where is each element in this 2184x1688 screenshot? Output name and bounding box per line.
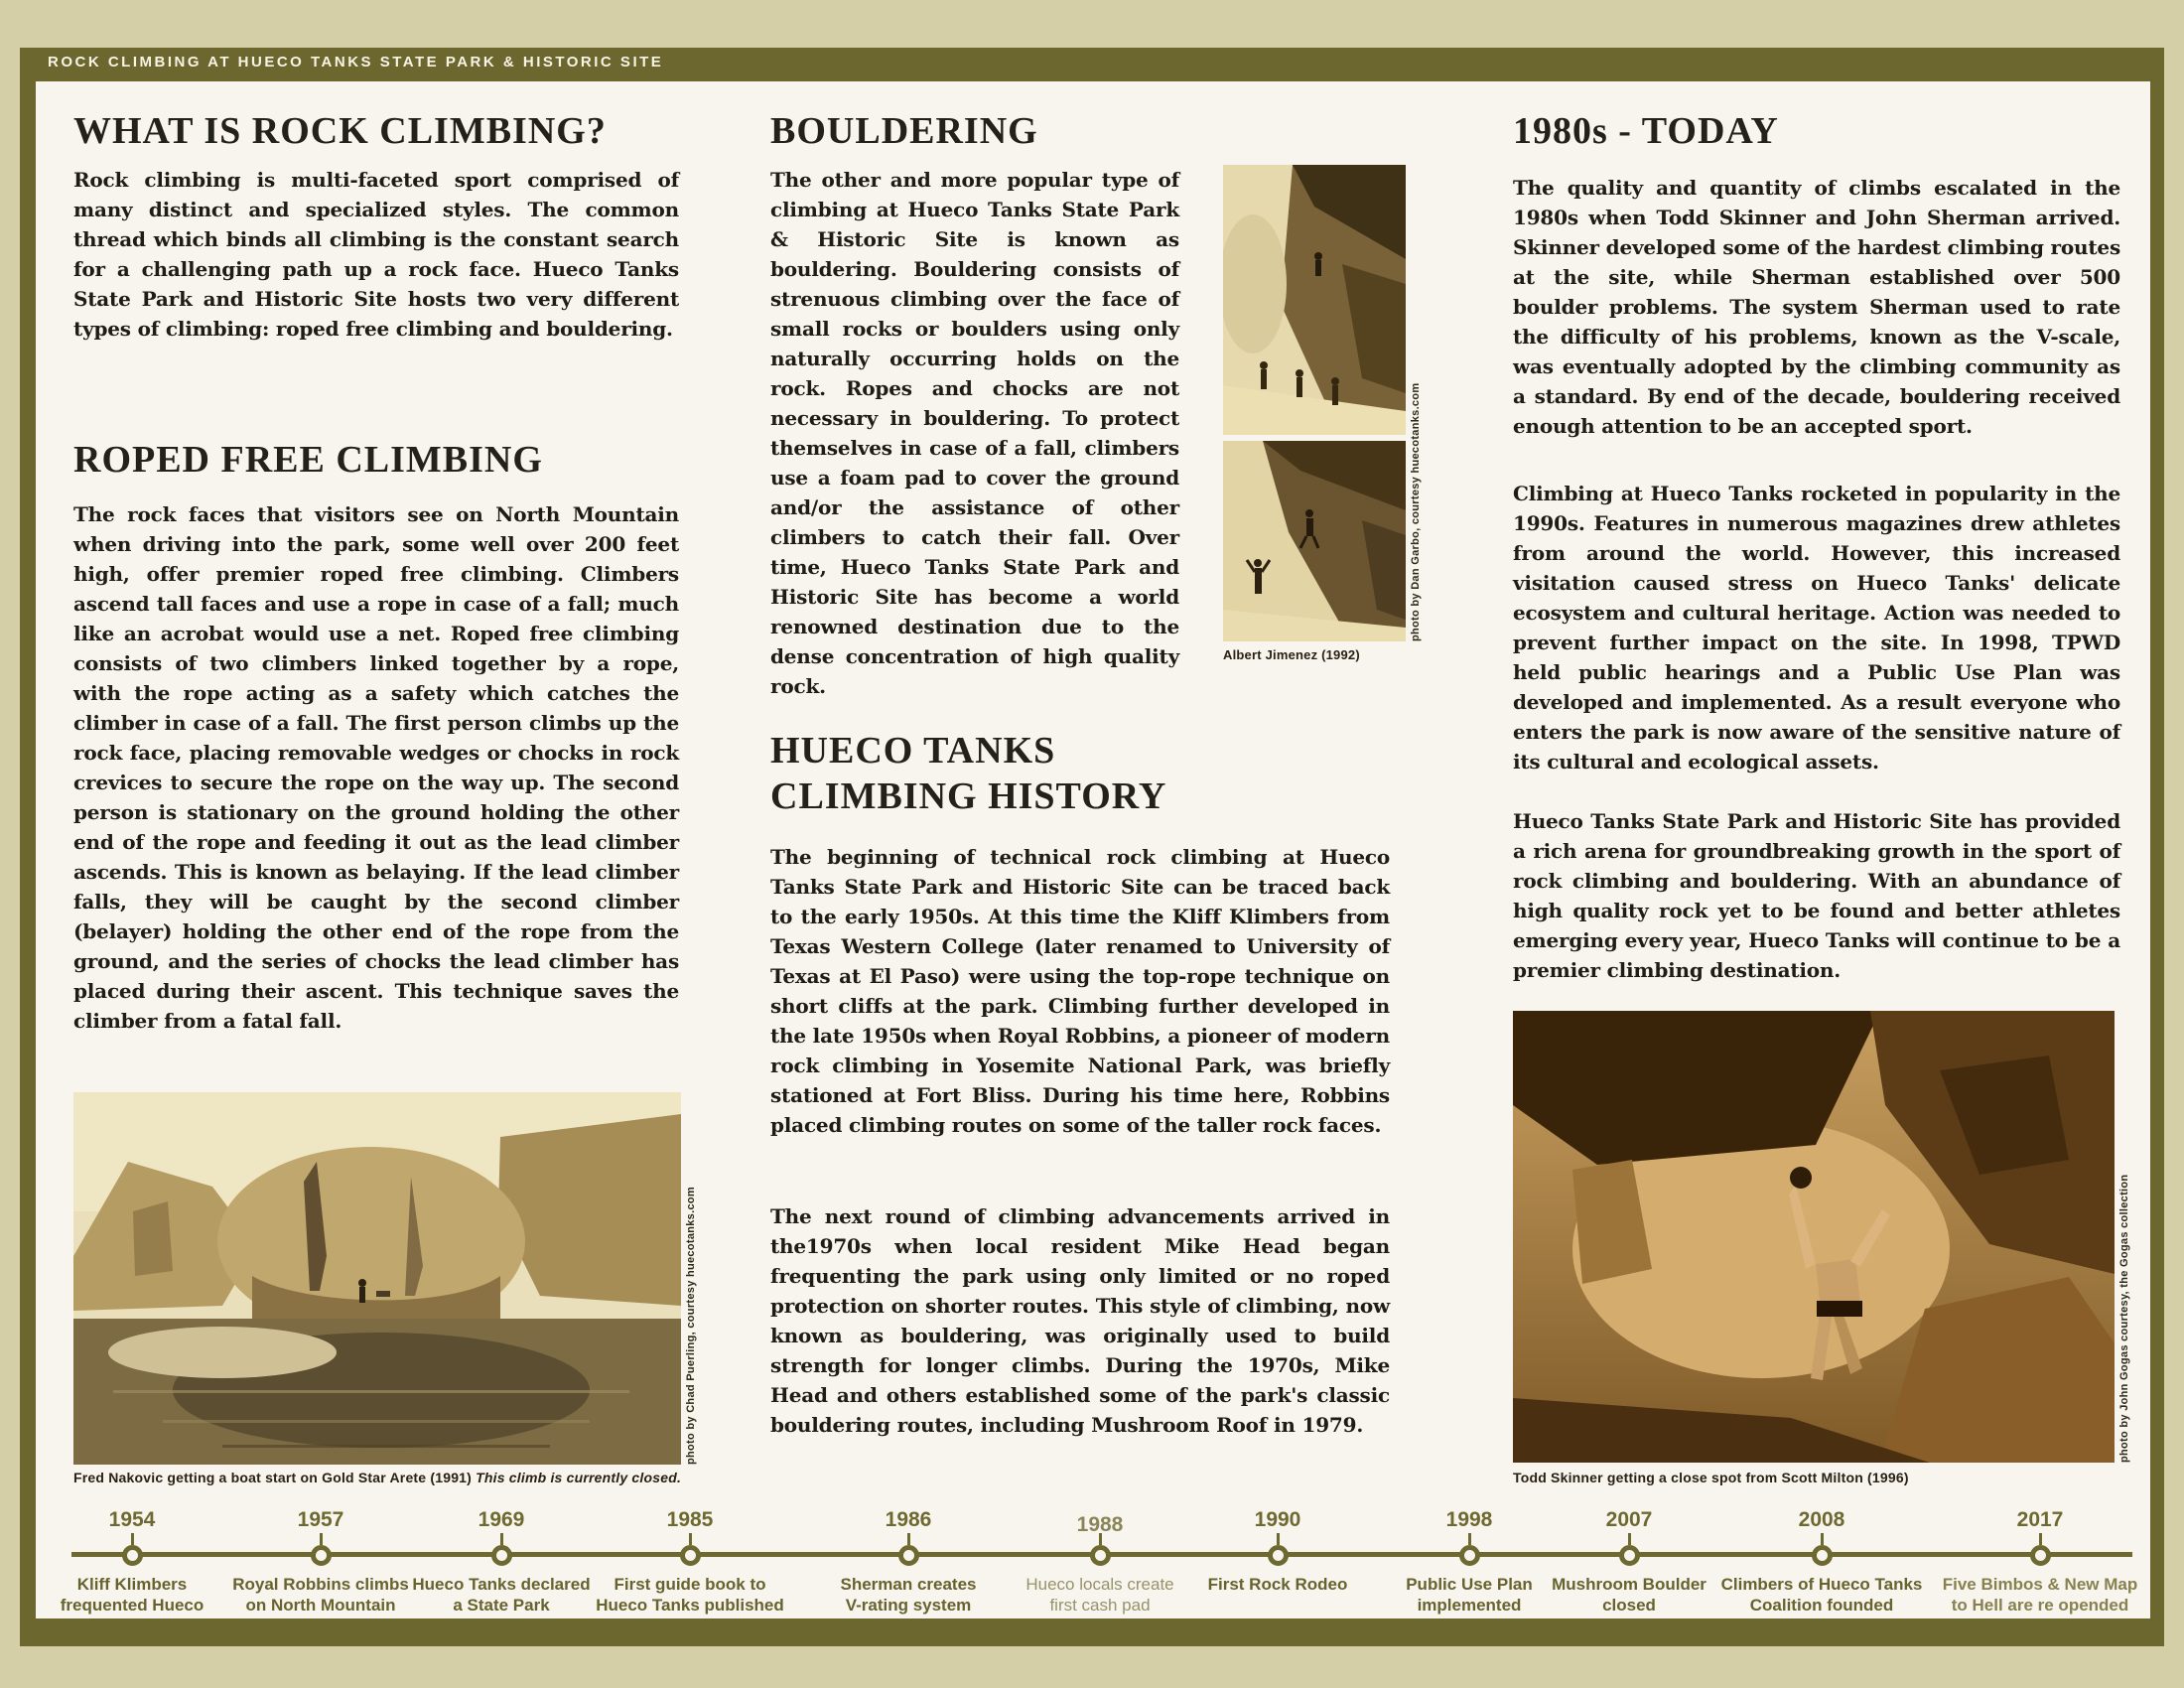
paragraph-bouldering: The other and more popular type of climbing at Hueco Tanks State Park & Historic Site is known as bouldering. Bouldering consists of strenuous climbing over the face of small rocks or boulders using only naturally occurring holds on the rock. Ropes and chocks are not necessary in bouldering. To protect themselves in case of a fall, climbers use a foam pad to cover the ground and/or the assistance of other climbers to catch their fall. Over time, Hueco Tanks State Park and Historic Site has become a world renowned destination due to the dense concentration of high quality rock. — [770, 168, 1179, 698]
timeline-stem — [1628, 1533, 1631, 1545]
paragraph-what-is-rock-climbing: Rock climbing is multi-faceted sport comprised of many distinct and specialized styles. The common thread which binds all climbing is the constant search for a challenging path up a rock face. Hueco Tanks State Park and Historic Site hosts two very different types of climbing: roped free climbing and bouldering. — [73, 168, 679, 341]
photo-cliff-climbers-2 — [1223, 441, 1406, 641]
timeline-label: Sherman creates V-rating system — [840, 1575, 977, 1615]
paragraph-1980s: The quality and quantity of climbs escalated in the 1980s when Todd Skinner and John Sherman arrived. Skinner developed some of the hardest climbing routes at the site, while Sherman established over 500 boulder problems. The system Sherman used to rate the difficulty of his problems, known as the V-scale, was eventually adopted by the climbing community as a standard. By end of the decade, bouldering received enough attention to be an accepted sport. — [1513, 176, 2120, 438]
photo-credit-col2: photo by Dan Garbo, courtesy huecotanks.com — [1410, 382, 1422, 641]
heading-hueco-tanks: HUECO TANKS — [770, 730, 1056, 772]
banner-title: ROCK CLIMBING AT HUECO TANKS STATE PARK & HISTORIC SITE — [48, 54, 664, 70]
heading-roped-free-climbing: ROPED FREE CLIMBING — [73, 439, 543, 481]
timeline-stem — [500, 1533, 503, 1545]
timeline-year: 1957 — [297, 1508, 344, 1531]
caption-main: Fred Nakovic getting a boat start on Gold Star Arete (1991) — [73, 1470, 477, 1485]
timeline-stem — [907, 1533, 910, 1545]
timeline-node-icon — [1619, 1545, 1640, 1566]
timeline-stem — [1821, 1533, 1824, 1545]
timeline-year: 1988 — [1076, 1513, 1124, 1536]
timeline-event-2008 — [1703, 1509, 1941, 1616]
caption-albert-jimenez: Albert Jimenez (1992) — [1223, 647, 1360, 662]
timeline-stem — [131, 1533, 134, 1545]
timeline-year: 1986 — [885, 1508, 932, 1531]
heading-climbing-history: CLIMBING HISTORY — [770, 775, 1167, 817]
caption-gold-star-arete — [73, 1470, 709, 1485]
photo-cliff-climbers-1 — [1223, 165, 1406, 435]
timeline-year: 1998 — [1445, 1508, 1493, 1531]
timeline-node-icon — [1812, 1545, 1833, 1566]
cave-boulderer-illustration — [1513, 1011, 2115, 1463]
caption-todd-skinner: Todd Skinner getting a close spot from Scott Milton (1996) — [1513, 1470, 1909, 1485]
timeline-node-icon — [122, 1545, 143, 1566]
timeline-node-icon — [2030, 1545, 2051, 1566]
timeline-stem — [1277, 1533, 1280, 1545]
timeline-year: 1985 — [666, 1508, 714, 1531]
timeline-stem — [1468, 1533, 1471, 1545]
timeline-label: Public Use Plan implemented — [1406, 1575, 1533, 1615]
timeline-node-icon — [1268, 1545, 1289, 1566]
timeline-label: First Rock Rodeo — [1207, 1575, 1348, 1594]
paragraph-history-1970s: The next round of climbing advancements arrived in the1970s when local resident Mike Head began frequenting the park using only limited or no roped protection on shorter routes. This style of climbing, now known as bouldering, was originally used to build strength for longer climbs. During the 1970s, Mike Head and others established some of the park's classic bouldering routes, including Mushroom Roof in 1979. — [770, 1204, 1390, 1437]
timeline-label: Hueco locals create first cash pad — [1025, 1575, 1174, 1615]
heading-1980s-today: 1980s - TODAY — [1513, 110, 1779, 152]
timeline-label: Mushroom Boulder closed — [1552, 1575, 1706, 1615]
timeline-year: 1969 — [478, 1508, 525, 1531]
caption-closed-note: This climb is currently closed. — [476, 1470, 682, 1485]
timeline-stem — [689, 1533, 692, 1545]
timeline-event-1985 — [571, 1509, 809, 1616]
cliff-illustration-2 — [1223, 441, 1406, 641]
timeline-node-icon — [491, 1545, 512, 1566]
photo-todd-skinner — [1513, 1011, 2115, 1463]
timeline-year: 1990 — [1254, 1508, 1301, 1531]
heading-bouldering: BOULDERING — [770, 110, 1038, 152]
timeline-stem — [2039, 1533, 2042, 1545]
timeline-node-icon — [898, 1545, 919, 1566]
timeline-event-2017 — [1921, 1509, 2159, 1616]
pond-boulders-illustration — [73, 1092, 681, 1465]
timeline-stem — [320, 1533, 323, 1545]
paragraph-roped-free-climbing: The rock faces that visitors see on North Mountain when driving into the park, some well over 200 feet high, offer premier roped free climbing. Climbers ascend tall faces and use a rope in case of a fall; much like an acrobat would use a net. Roped free climbing consists of two climbers linked together by a rope, with the rope acting as a safety which catches the climber in case of a fall. The first person climbs up the rock face, placing removable wedges or chocks in rock crevices to secure the rope on the way up. The second person is stationary on the ground holding the other end of the rope and feeding it out as the lead climber ascends. This is known as belaying. If the lead climber falls, they will be caught by the second climber (belayer) holding the other end of the rope from the ground, and the series of chocks the lead climber has placed during their ascent. This technique saves the climber from a fatal fall. — [73, 502, 679, 1033]
paragraph-history-1950s: The beginning of technical rock climbing at Hueco Tanks State Park and Historic Site can be traced back to the early 1950s. At this time the Kliff Klimbers from Texas Western College (later renamed to University of Texas at El Paso) were using the top-rope technique on short cliffs at the park. Climbing further developed in the late 1950s when Royal Robbins, a pioneer of modern rock climbing in Yosemite National Park, was briefly stationed at Fort Bliss. During his time here, Robbins placed climbing routes on some of the taller rock faces. — [770, 845, 1390, 1137]
timeline-label: Kliff Klimbers frequented Hueco — [60, 1575, 205, 1615]
timeline-label: Climbers of Hueco Tanks Coalition founded — [1720, 1575, 1923, 1615]
timeline-label: First guide book to Hueco Tanks published — [596, 1575, 784, 1615]
timeline-node-icon — [1090, 1545, 1111, 1566]
paragraph-1990s: Climbing at Hueco Tanks rocketed in popularity in the 1990s. Features in numerous magazines drew athletes from around the world. However, this increased visitation caused stress on Hueco Tanks' delicate ecosystem and cultural heritage. Action was needed to prevent further impact on the site. In 1998, TPWD held public hearings and a Public Use Plan was developed and implemented. As a result everyone who enters the park is now aware of the sensitive nature of its cultural and ecological assets. — [1513, 482, 2120, 774]
cliff-illustration-1 — [1223, 165, 1406, 435]
heading-what-is-rock-climbing: WHAT IS ROCK CLIMBING? — [73, 110, 607, 152]
timeline-node-icon — [680, 1545, 701, 1566]
timeline-year: 2007 — [1605, 1508, 1653, 1531]
paragraph-premier-destination: Hueco Tanks State Park and Historic Site has provided a rich arena for groundbreaking growth in the sport of rock climbing and bouldering. With an abundance of high quality rock yet to be found and better athletes emerging every year, Hueco Tanks will continue to be a premier climbing destination. — [1513, 809, 2120, 982]
photo-credit-col1: photo by Chad Puerling, courtesy huecotanks.com — [685, 1187, 697, 1465]
timeline-label: Royal Robbins climbs on North Mountain — [232, 1575, 409, 1615]
timeline-year: 2008 — [1798, 1508, 1845, 1531]
timeline-label: Hueco Tanks declared a State Park — [412, 1575, 591, 1615]
timeline-year: 1954 — [108, 1508, 156, 1531]
timeline-node-icon — [1459, 1545, 1480, 1566]
timeline-node-icon — [311, 1545, 332, 1566]
timeline-year: 2017 — [2016, 1508, 2064, 1531]
timeline-label: Five Bimbos & New Map to Hell are re opended — [1942, 1575, 2138, 1615]
photo-gold-star-arete — [73, 1092, 681, 1465]
photo-credit-col3: photo by John Gogas courtesy, the Gogas collection — [2118, 1174, 2130, 1463]
